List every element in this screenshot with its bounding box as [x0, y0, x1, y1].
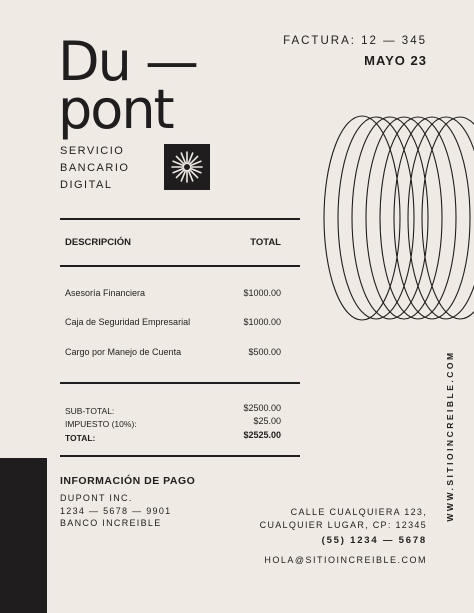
table-header-rule [60, 265, 300, 267]
contact-address [260, 506, 427, 531]
dark-corner-block [0, 458, 47, 613]
subtotal-label: SUB-TOTAL: [65, 406, 115, 416]
tax-label: IMPUESTO (10%): [65, 418, 137, 429]
brand-title-line1: Du — [58, 30, 197, 93]
asterisk-icon [170, 150, 204, 184]
payment-account: 1234 — 5678 — 9901 [60, 505, 172, 516]
tagline-line: SERVICIO [60, 145, 125, 157]
spiral-decoration [320, 112, 474, 324]
table-bottom-rule [60, 382, 300, 384]
tagline-line: DIGITAL [60, 179, 113, 191]
row-description: Cargo por Manejo de Cuenta [65, 347, 182, 357]
totals-values [243, 402, 281, 442]
row-description: Caja de Seguridad Empresarial [65, 317, 191, 327]
subtotal-value: $2500.00 [243, 403, 281, 413]
brand-badge [164, 144, 210, 190]
table-top-rule [60, 218, 300, 220]
total-value: $2525.00 [243, 430, 281, 440]
row-description: Asesoría Financiera [65, 288, 146, 298]
row-total: $1000.00 [243, 288, 281, 298]
payment-info-lines [60, 492, 171, 530]
totals-bottom-rule [60, 455, 300, 457]
payment-bank: BANCO INCREIBLE [60, 518, 162, 528]
row-total: $500.00 [248, 347, 281, 357]
contact-website[interactable]: WWW.SITIOINCREIBLE.COM [445, 350, 455, 522]
brand-title-line2: pont [58, 78, 173, 141]
column-header-description: DESCRIPCIÓN [65, 237, 131, 248]
brand-tagline [60, 143, 129, 194]
tax-value: $25.00 [253, 415, 281, 426]
contact-email[interactable]: HOLA@SITIOINCREIBLE.COM [264, 555, 427, 565]
address-line: CUALQUIER LUGAR, CP: 12345 [259, 519, 427, 530]
tagline-line: BANCARIO [60, 162, 130, 174]
totals-labels [65, 405, 137, 445]
row-total: $1000.00 [243, 317, 281, 327]
invoice-date: MAYO 23 [364, 53, 427, 68]
contact-phone: (55) 1234 — 5678 [321, 535, 427, 546]
payment-info-title: INFORMACIÓN DE PAGO [60, 475, 196, 487]
column-header-total: TOTAL [250, 237, 281, 248]
payment-company: DUPONT INC. [60, 493, 133, 503]
invoice-number: FACTURA: 12 — 345 [283, 35, 427, 47]
address-line: CALLE CUALQUIERA 123, [290, 507, 427, 517]
total-label: TOTAL: [65, 433, 96, 443]
